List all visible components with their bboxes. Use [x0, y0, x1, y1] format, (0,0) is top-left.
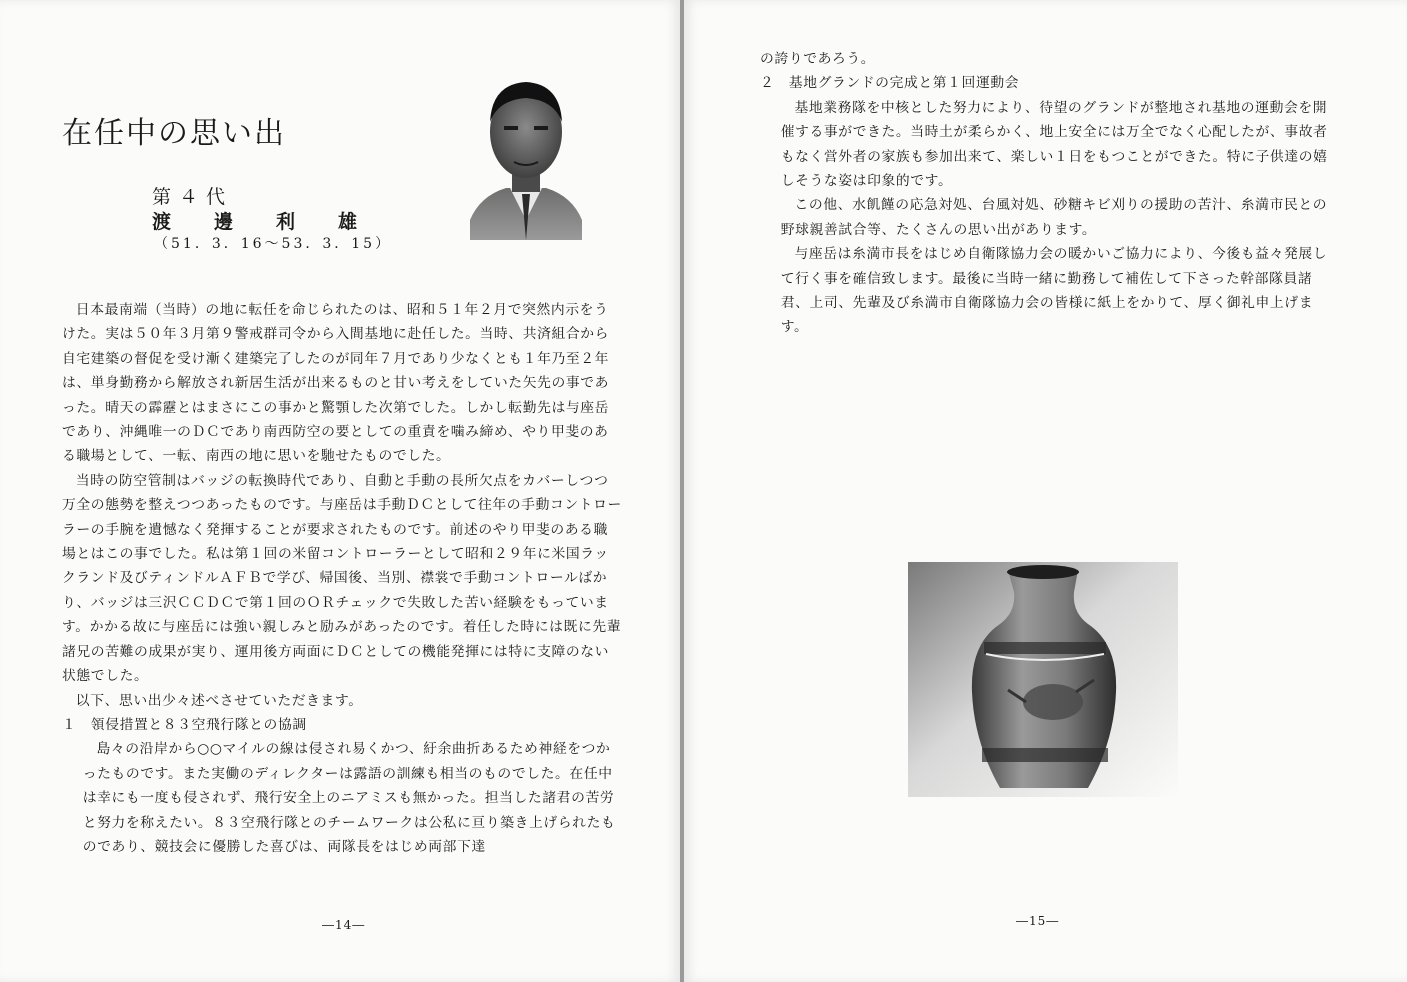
page-number: ―14―	[322, 918, 366, 932]
author-name	[152, 207, 400, 234]
article-title: 在任中の思い出	[62, 116, 286, 151]
page-number: ―15―	[1016, 914, 1060, 928]
author-generation: 第４代	[152, 186, 234, 208]
author-name-char: 邊	[214, 211, 234, 233]
author-name-char: 渡	[152, 211, 172, 233]
author-name-char: 利	[276, 211, 296, 233]
paragraph: この他、水飢饉の応急対処、台風対処、砂糖キビ刈りの援助の苦汁、糸満市民との野球親善試合等、たくさんの思い出があります。	[780, 197, 1328, 238]
vase-photo	[908, 562, 1178, 797]
paragraph: 基地業務隊を中核とした努力により、待望のグランドが整地され基地の運動会を開催する事ができた。当時土が柔らかく、地上安全には万全でなく心配したが、事故者もなく営外者の家族も参加出来て、楽しい１日をもつことができた。特に子供達の嬉しそうな姿は印象的です。	[780, 99, 1328, 190]
paragraph: 以下、思い出少々述べさせていただきます。	[75, 692, 363, 709]
paragraph: 与座岳は糸満市長をはじめ自衛隊協力会の暖かいご協力により、今後も益々発展して行く事を確信致します。最後に当時一緒に勤務して補佐して下さった幹部隊員諸君、上司、先輩及び糸満市自衛隊協力会の皆様に紙上をかりて、厚く御礼申上げます。	[780, 246, 1328, 336]
paragraph: 日本最南端（当時）の地に転任を命じられたのは、昭和５１年２月で突然内示をうけた。実は５０年３月第９警戒群司令から入間基地に赴任した。当時、共済組合から自宅建築の督促を受け漸く建築完了したのが同年７月であり少なくとも１年乃至２年は、単身勤務から解放され新居生活が出来るものと甘い考えをしていた矢先の事であった。晴天の霹靂とはまさにこの事かと驚顎した次第でした。しかし転勤先は与座岳であり、沖縄唯一のＤＣであり南西防空の要としての重責を噛み締め、やり甲斐のある職場として、一転、南西の地に思いを馳せたものでした。	[62, 302, 610, 465]
section-heading: １ 領侵措置と８３空飛行隊との協調	[62, 716, 307, 733]
paragraph: 当時の防空管制はバッジの転換時代であり、自動と手動の長所欠点をカバーしつつ万全の態勢を整えつつあったものです。与座岳は手動ＤＣとして往年の手動コントローラーの手腕を遺憾なく発揮することが要求されたものです。前述のやり甲斐のある職場とはこの事でした。私は第１回の米留コントローラーとして昭和２９年に米国ラックランド及びティンドルＡＦＢで学び、帰国後、当別、襟裳で手動コントロールばかり、バッジは三沢ＣＣＤＣで第１回のＯＲチェックで失敗した苦い経験をもっています。かかる故に与座岳には強い親しみと励みがあったのです。着任した時には既に先輩諸兄の苦難の成果が実り、運用後方両面にＤＣとしての機能発揮には特に支障のない状態でした。	[62, 472, 622, 685]
author-portrait-photo	[466, 70, 586, 240]
left-body-text	[62, 298, 622, 859]
term-dates: （51．3．16～53．3．15）	[154, 236, 393, 252]
paragraph: 島々の沿岸から○○マイルの線は侵され易くかつ、紆余曲折あるため神経をつかったものです。また実働のディレクターは露語の訓練も相当のものでした。在任中は幸にも一度も侵されず、飛行安全上のニアミスも無かった。担当した諸君の苦労と努力を称えたい。８３空飛行隊とのチームワークは公私に亘り築き上げられたものであり、競技会に優勝した喜びは、両隊長をはじめ両部下達	[82, 741, 616, 855]
section-body	[760, 96, 1340, 340]
right-body-text	[760, 47, 1340, 340]
author-name-char: 雄	[338, 211, 358, 233]
left-page	[0, 0, 680, 982]
section-heading: ２ 基地グランドの完成と第１回運動会	[760, 75, 1020, 92]
paragraph-continuation: の誇りであろう。	[760, 51, 876, 67]
section-body	[62, 737, 622, 859]
